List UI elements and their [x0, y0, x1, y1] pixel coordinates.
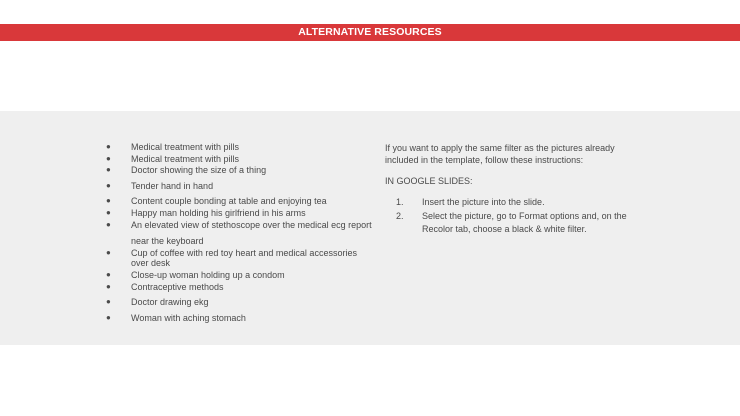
section-title: ALTERNATIVE RESOURCES: [298, 26, 442, 38]
step-text: Select the picture, go to Format options and, on the Recolor tab, choose a black & white filter.: [422, 211, 627, 234]
bullet-icon: ●: [106, 297, 111, 307]
list-item: ● Doctor drawing ekg: [106, 297, 209, 308]
bullet-icon: ●: [106, 269, 111, 279]
list-item: ● Medical treatment with pills: [106, 142, 240, 152]
step-text: Insert the picture into the slide.: [422, 197, 545, 207]
list-item: ● Medical treatment with pills: [106, 153, 240, 164]
instruction-steps: [385, 196, 645, 236]
resource-list: [106, 142, 376, 324]
section-title-bar: [0, 24, 740, 41]
list-item: ● Happy man holding his girlfriend in his arms: [106, 208, 306, 219]
bullet-icon: ●: [106, 153, 111, 163]
list-item: ● Doctor showing the size of a thing: [106, 165, 267, 176]
list-item: ● Contraceptive methods: [106, 281, 224, 292]
content-panel: [0, 111, 740, 345]
bullet-icon: ●: [106, 165, 111, 175]
list-item: ● Close-up woman holding up a condom: [106, 269, 285, 280]
list-item: ● Cup of coffee with red toy heart and medical accessories over desk: [106, 247, 357, 269]
google-slides-heading: IN GOOGLE SLIDES:: [385, 176, 473, 186]
list-item: ● Tender hand in hand: [106, 180, 214, 191]
list-item: ● An elevated view of stethoscope over the medical ecg report near the keyboard: [106, 219, 372, 246]
bullet-icon: ●: [106, 247, 111, 257]
bullet-icon: ●: [106, 180, 111, 190]
instructions-intro: If you want to apply the same filter as the pictures already included in the template, follow these instructions:: [385, 143, 615, 165]
instruction-step: [385, 210, 645, 236]
instruction-step: [385, 196, 645, 209]
list-item: ● Woman with aching stomach: [106, 312, 246, 323]
instructions-column: [385, 142, 645, 237]
step-number: 2.: [396, 211, 404, 221]
bullet-icon: ●: [106, 312, 111, 322]
list-item: ● Content couple bonding at table and enjoying tea: [106, 196, 327, 207]
bullet-icon: ●: [106, 281, 111, 291]
bullet-icon: ●: [106, 208, 111, 218]
bullet-icon: ●: [106, 142, 111, 151]
step-number: 1.: [396, 197, 404, 207]
bullet-icon: ●: [106, 196, 111, 206]
bullet-icon: ●: [106, 219, 111, 229]
